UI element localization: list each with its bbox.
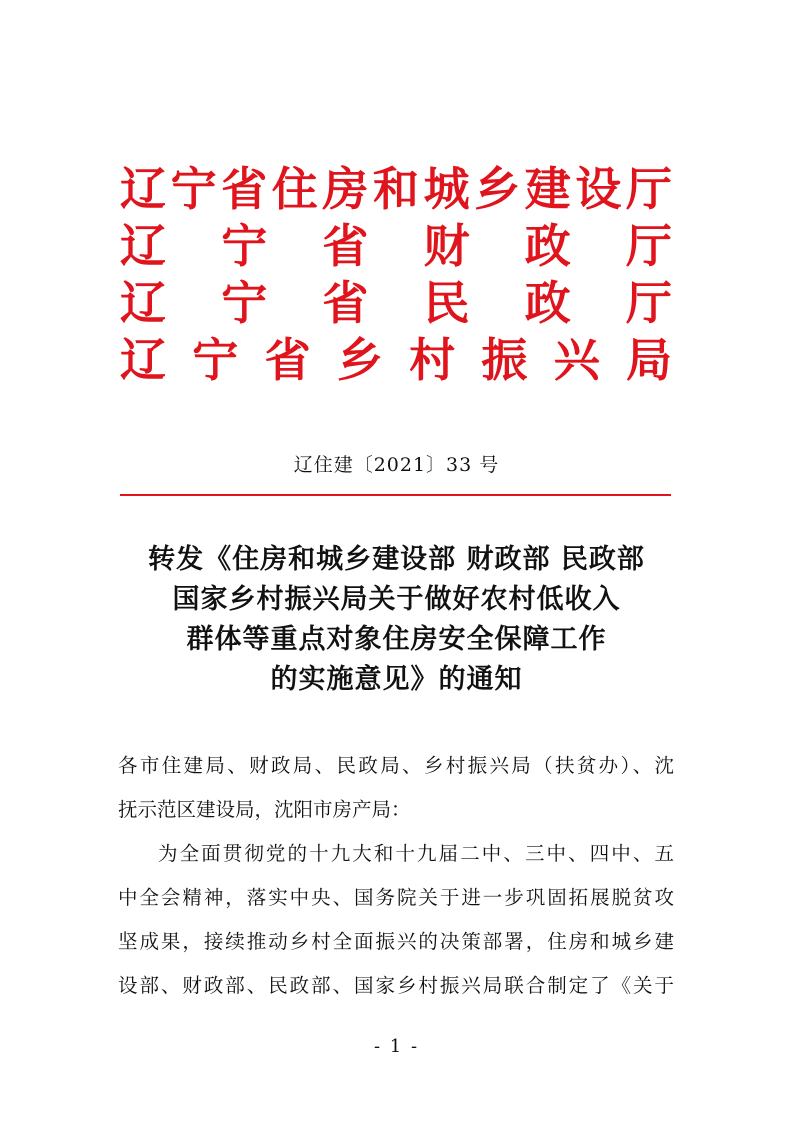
issuer-block (118, 162, 674, 390)
title-line: 转发《住房和城乡建设部 财政部 民政部 (148, 544, 645, 575)
issuer-char: 村 (409, 333, 456, 387)
issuer-char: 振 (481, 333, 528, 387)
issuer-char: 兴 (553, 333, 600, 387)
red-divider-line (120, 494, 671, 496)
addressee-line: 各市住建局、财政局、民政局、乡村振兴局（扶贫办）、沈 (118, 754, 674, 777)
title-line: 群体等重点对象住房安全保障工作 (186, 624, 607, 655)
issuer-char: 辽 (120, 333, 166, 387)
addressee-line: 抚示范区建设局，沈阳市房产局： (118, 798, 411, 821)
paragraph-line: 设部、财政部、民政部、国家乡村振兴局联合制定了《关于 (118, 974, 674, 997)
issuer-line-housing (118, 162, 674, 216)
paragraph-line: 坚成果，接续推动乡村全面振兴的决策部署，住房和城乡建 (118, 930, 674, 953)
issuer-char: 宁 (192, 333, 239, 387)
issuer-char: 政 (524, 219, 571, 273)
issuer-line-finance (118, 219, 674, 273)
title-line: 的实施意见》的通知 (270, 664, 523, 695)
issuer-char: 省 (322, 276, 369, 330)
issuer-char: 厅 (625, 162, 672, 216)
issuer-char: 和 (372, 162, 419, 216)
issuer-char: 省 (264, 333, 311, 387)
document-body (118, 744, 674, 1008)
issuer-char: 省 (322, 219, 369, 273)
document-title (100, 540, 693, 700)
issuer-char: 城 (423, 162, 470, 216)
issuer-char: 宁 (170, 162, 217, 216)
issuer-char: 建 (524, 162, 571, 216)
issuer-char: 辽 (120, 162, 166, 216)
paragraph-line: 中全会精神，落实中央、国务院关于进一步巩固拓展脱贫攻 (118, 886, 674, 909)
issuer-char: 民 (423, 276, 470, 330)
issuer-char: 宁 (221, 276, 268, 330)
issuer-char: 乡 (336, 333, 383, 387)
issuer-line-civil-affairs (118, 276, 674, 330)
issuer-char: 政 (524, 276, 571, 330)
issuer-char: 厅 (625, 276, 672, 330)
issuer-char: 宁 (221, 219, 268, 273)
issuer-char: 辽 (120, 219, 166, 273)
issuer-char: 省 (221, 162, 268, 216)
issuer-char: 财 (423, 219, 470, 273)
issuer-line-rural-revitalization (118, 333, 674, 387)
issuer-char: 房 (322, 162, 369, 216)
issuer-char: 设 (575, 162, 622, 216)
issuer-char: 局 (625, 333, 672, 387)
paragraph-line: 为全面贯彻党的十九大和十九届二中、三中、四中、五 (158, 842, 674, 865)
issuer-char: 乡 (474, 162, 521, 216)
page-number: - 1 - (373, 1036, 420, 1057)
document-number: 辽住建〔2021〕33 号 (293, 454, 500, 476)
issuer-char: 住 (271, 162, 318, 216)
title-line: 国家乡村振兴局关于做好农村低收入 (172, 584, 621, 615)
issuer-char: 厅 (625, 219, 672, 273)
issuer-char: 辽 (120, 276, 166, 330)
